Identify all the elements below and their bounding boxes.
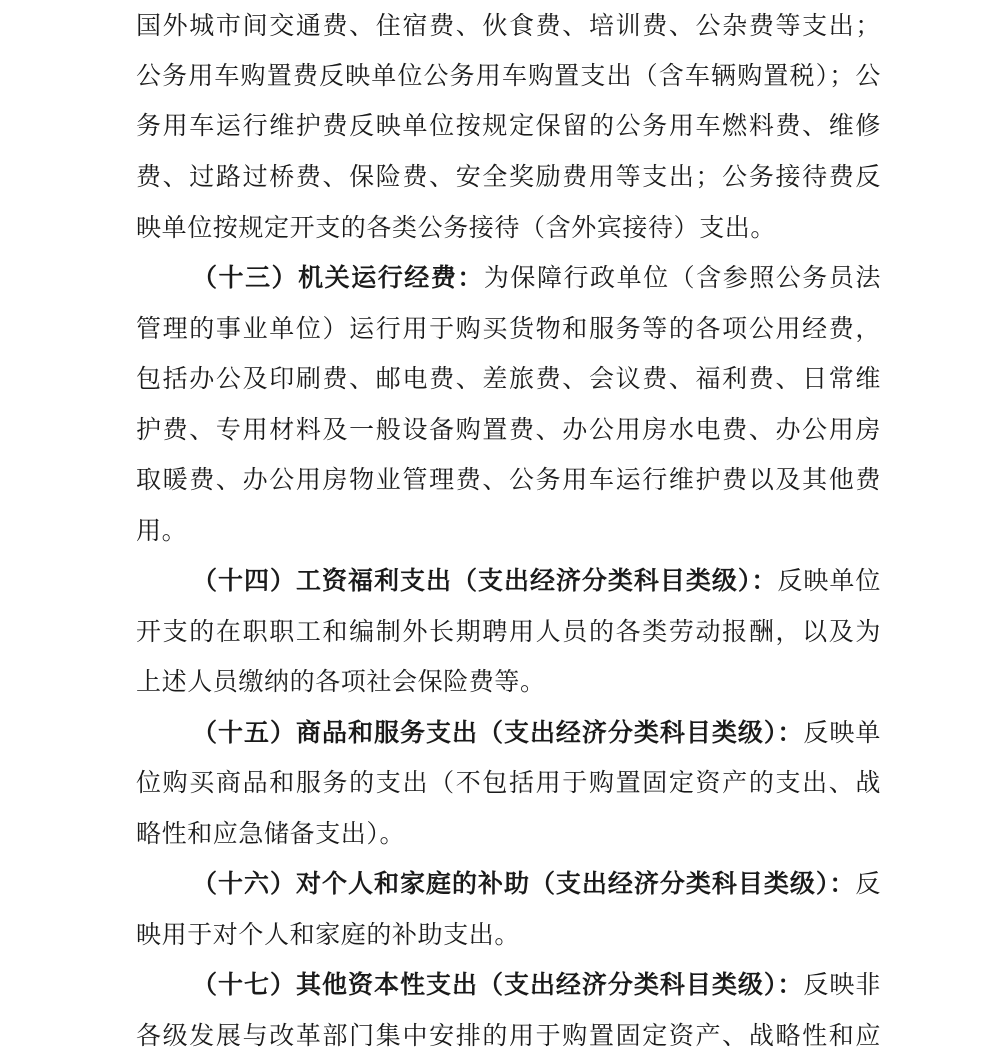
section-13-first-text: 为保障行政单位（含参照公务员法 [483,263,881,292]
body-text-line: 各级发展与改革部门集中安排的用于购置固定资产、战略性和应 [136,1021,881,1050]
section-14-first-text: 反映单位 [777,566,881,595]
section-15-first-line [192,716,881,750]
body-text-line: 包括办公及印刷费、邮电费、差旅费、会议费、福利费、日常维 [136,364,881,393]
body-text-line: 映用于对个人和家庭的补助支出。 [136,920,521,949]
section-14-heading: （十四）工资福利支出（支出经济分类科目类级）： [192,566,778,595]
body-text-line: 取暖费、办公用房物业管理费、公务用车运行维护费以及其他费 [136,465,881,494]
section-14-first-line [192,564,881,598]
body-text-line: 公务用车购置费反映单位公务用车购置支出（含车辆购置税）；公 [136,61,881,90]
body-text-line: 护费、专用材料及一般设备购置费、办公用房水电费、办公用房 [136,415,881,444]
section-16-first-text: 反 [855,869,881,898]
body-text-line: 务用车运行维护费反映单位按规定保留的公务用车燃料费、维修 [136,111,881,140]
section-15-heading: （十五）商品和服务支出（支出经济分类科目类级）： [192,718,804,747]
section-15-first-text: 反映单 [803,718,881,747]
body-text-line: 费、过路过桥费、保险费、安全奖励费用等支出；公务接待费反 [136,162,881,191]
body-text-line: 位购买商品和服务的支出（不包括用于购置固定资产的支出、战 [136,768,881,797]
section-13-first-line [192,261,881,295]
body-text-line: 开支的在职职工和编制外长期聘用人员的各类劳动报酬，以及为 [136,617,881,646]
body-text-line: 管理的事业单位）运行用于购买货物和服务等的各项公用经费， [136,314,881,343]
section-17-first-text: 反映非 [803,970,881,999]
section-17-first-line [192,968,881,1002]
section-16-first-line [192,867,881,901]
section-17-heading: （十七）其他资本性支出（支出经济分类科目类级）： [192,970,804,999]
body-text-line: 用。 [136,516,188,545]
body-text-line: 映单位按规定开支的各类公务接待（含外宾接待）支出。 [136,213,777,242]
body-text-line: 略性和应急储备支出）。 [136,819,406,848]
body-text-line: 国外城市间交通费、住宿费、伙食费、培训费、公杂费等支出； [136,11,881,40]
body-text-line: 上述人员缴纳的各项社会保险费等。 [136,667,546,696]
section-16-heading: （十六）对个人和家庭的补助（支出经济分类科目类级）： [192,869,856,898]
section-13-heading: （十三）机关运行经费： [192,263,484,292]
